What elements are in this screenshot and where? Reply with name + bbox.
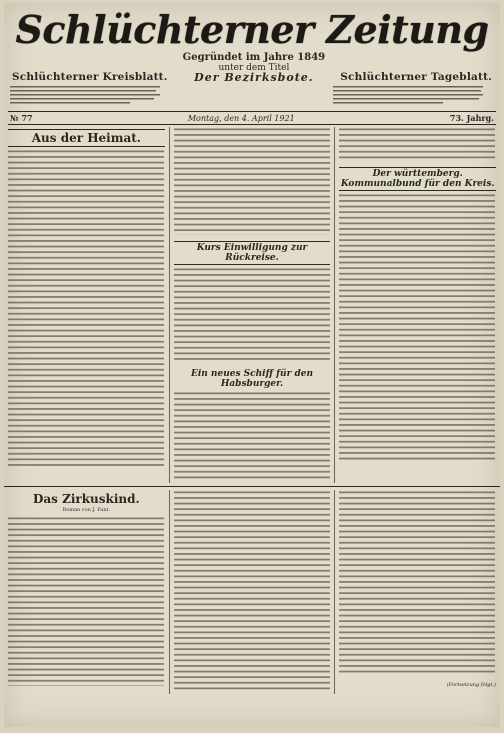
former-title-label: unter dem Titel — [218, 63, 290, 73]
subtitle-row — [4, 53, 500, 83]
subtitle-left: Schlüchterner Kreisblatt. — [12, 71, 168, 83]
roman-column-1 — [8, 490, 170, 694]
roman-column-2 — [174, 490, 336, 694]
roman-title: Das Zirkuskind. — [32, 492, 140, 507]
newspaper-page — [4, 3, 500, 727]
subscription-info — [10, 85, 171, 108]
heimat-text-block — [8, 149, 164, 467]
schiff-text-block — [174, 391, 330, 479]
kurs-heading: Kurs Einwilligung zur Rückreise. — [174, 241, 331, 265]
kurs-text-block — [174, 267, 330, 363]
advertising-text-lines — [333, 85, 483, 107]
subscription-text-lines — [10, 85, 160, 107]
masthead-title: Schlüchterner Zeitung — [15, 7, 489, 52]
column-1 — [8, 127, 170, 483]
dateline — [8, 111, 496, 125]
issue-date: Montag, den 4. April 1921 — [187, 113, 295, 123]
roman-author: Roman von J. Fant. — [62, 507, 111, 514]
founded-line: Gegründet im Jahre 1849 — [182, 52, 326, 63]
column-3 — [339, 127, 496, 483]
column-2-top-text — [174, 127, 330, 235]
roman-text-block-2 — [174, 490, 330, 690]
roman-text-block-3 — [339, 490, 495, 676]
issue-number: № 77 — [10, 113, 33, 124]
schiff-heading: Ein neues Schiff für den Habsburger. — [190, 369, 314, 390]
publisher-info — [4, 83, 500, 108]
upper-columns — [4, 125, 500, 483]
section-divider — [4, 486, 500, 487]
subtitle-right: Schlüchterner Tageblatt. — [340, 71, 492, 83]
column-3-top-text — [339, 127, 495, 161]
column-2 — [174, 127, 336, 483]
roman-text-block-1 — [8, 516, 164, 686]
continuation-note: (Fortsetzung folgt.) — [446, 682, 497, 689]
former-title: Der Bezirksbote. — [194, 71, 314, 84]
lower-columns — [4, 490, 500, 694]
roman-column-3 — [339, 490, 496, 694]
advertising-info — [333, 85, 494, 108]
founding-note — [183, 53, 325, 83]
heimat-heading: Aus der Heimat. — [8, 129, 165, 147]
volksbund-heading: Der württemberg. Kommunalbund für den Kreis. — [340, 169, 495, 190]
volksbund-text-block — [339, 193, 495, 463]
volume: 73. Jahrg. — [449, 113, 494, 124]
spacer — [177, 85, 327, 108]
